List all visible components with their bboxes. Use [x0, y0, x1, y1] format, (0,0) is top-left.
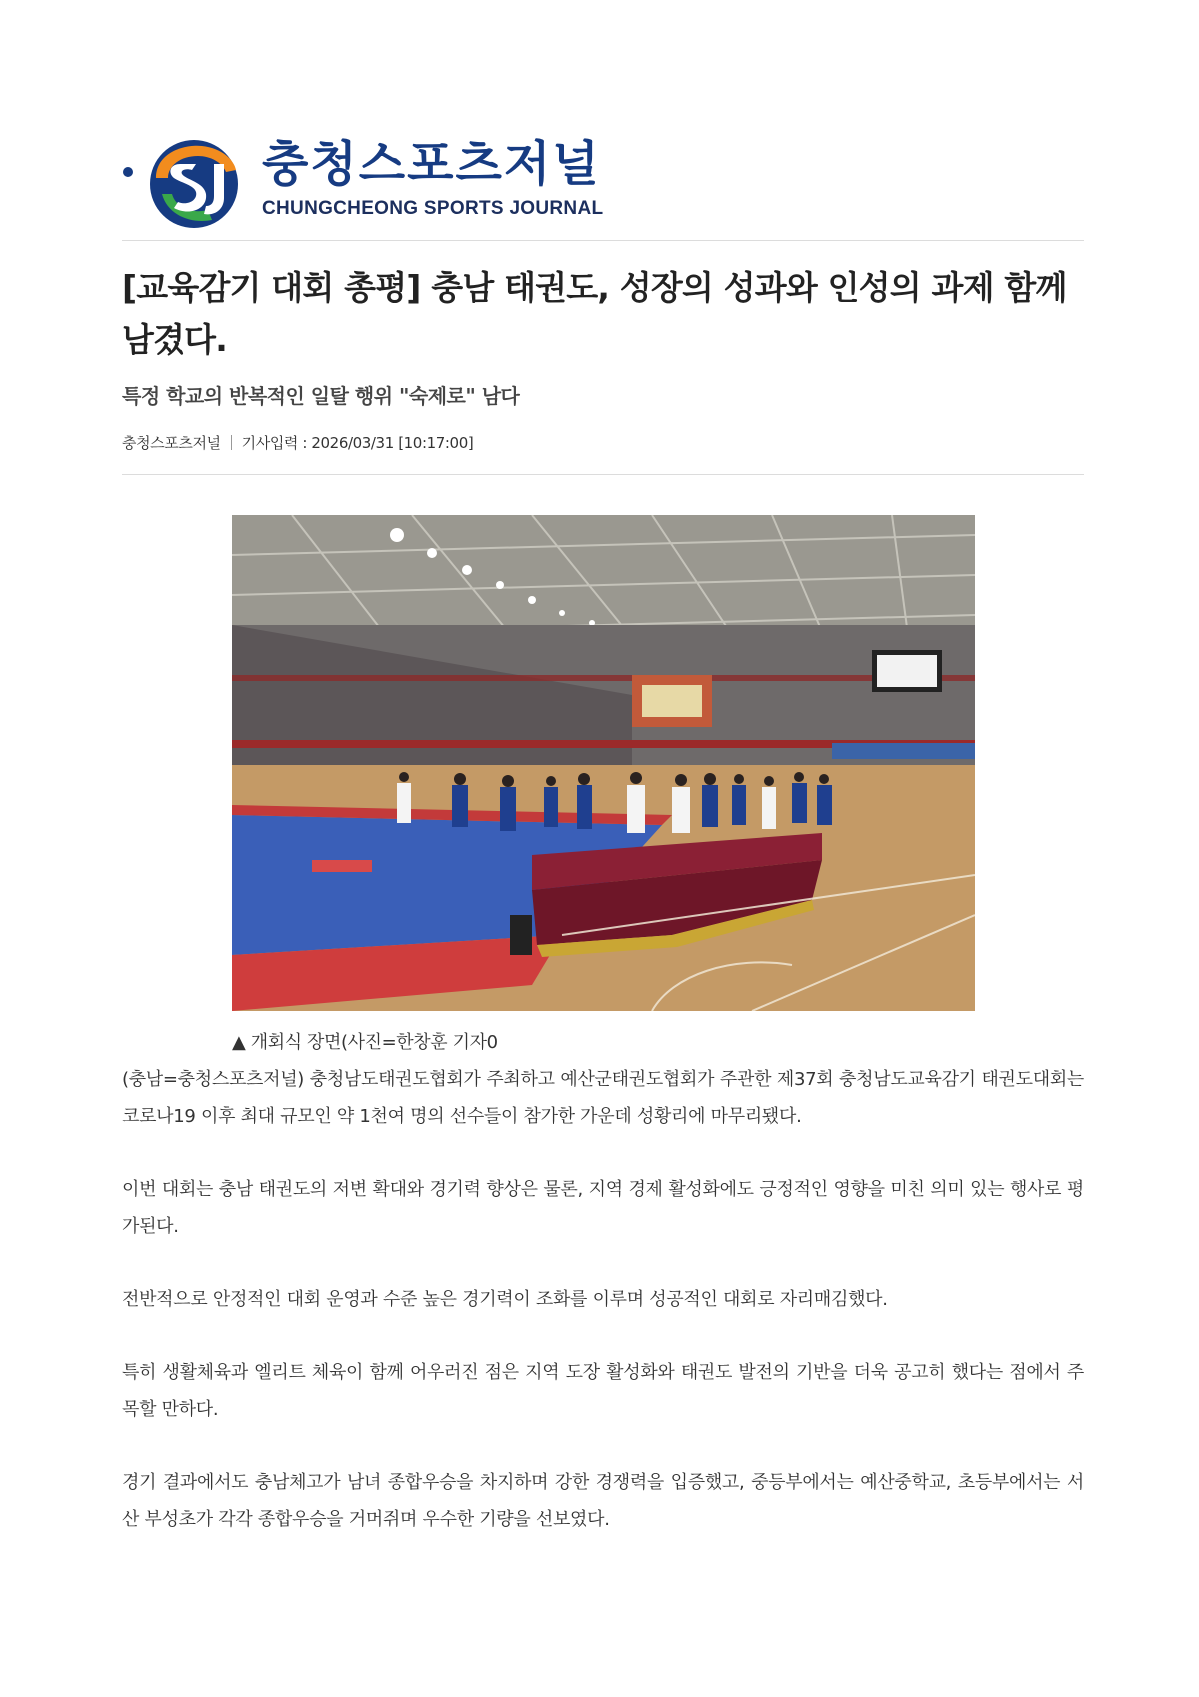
masthead — [122, 128, 1084, 241]
article-paragraph: 특히 생활체육과 엘리트 체육이 함께 어우러진 점은 지역 도장 활성화와 태권도 발전의 기반을 더욱 공고히 했다는 점에서 주목할 만하다. — [122, 1362, 1084, 1420]
article-paragraph: 전반적으로 안정적인 대회 운영과 수준 높은 경기력이 조화를 이루며 성공적인 대회로 자리매김했다. — [122, 1289, 888, 1310]
byline — [122, 432, 1084, 453]
article-paragraph: 이번 대회는 충남 태권도의 저변 확대와 경기력 향상은 물론, 지역 경제 활성화에도 긍정적인 영향을 미친 의미 있는 행사로 평가된다. — [122, 1179, 1084, 1237]
article-headline: [교육감기 대회 총평] 충남 태권도, 성장의 성과와 인성의 과제 함께 남겼다. — [122, 268, 1067, 359]
ceremony-photo[interactable] — [232, 515, 975, 1011]
masthead-subtitle: CHUNGCHEONG SPORTS JOURNAL — [262, 198, 604, 219]
article-body — [122, 1061, 1084, 1574]
sj-logo-icon[interactable] — [122, 134, 256, 230]
article-paragraph: (충남=충청스포츠저널) 충청남도태권도협회가 주최하고 예산군태권도협회가 주관한 제37회 충청남도교육감기 태권도대회는 코로나19 이후 최대 규모인 약 1천여 명의 선수들이 참가한 가운데 성황리에 마무리됐다. — [122, 1069, 1084, 1127]
byline-divider — [231, 435, 232, 450]
photo-caption: ▲ 개회식 장면(사진=한창훈 기자0 — [232, 1032, 498, 1053]
article-paragraph: 경기 결과에서도 충남체고가 남녀 종합우승을 차지하며 강한 경쟁력을 입증했고, 중등부에서는 예산중학교, 초등부에서는 서산 부성초가 각각 종합우승을 거머쥐며 우수한 기량을 선보였다. — [122, 1472, 1084, 1530]
byline-date: 기사입력 : 2026/03/31 [10:17:00] — [241, 434, 474, 452]
masthead-title[interactable]: 충청스포츠저널 — [262, 136, 601, 192]
article-subtitle: 특정 학교의 반복적인 일탈 행위 "숙제로" 남다 — [122, 384, 520, 408]
header-divider — [122, 474, 1084, 475]
byline-source: 충청스포츠저널 — [122, 434, 221, 452]
